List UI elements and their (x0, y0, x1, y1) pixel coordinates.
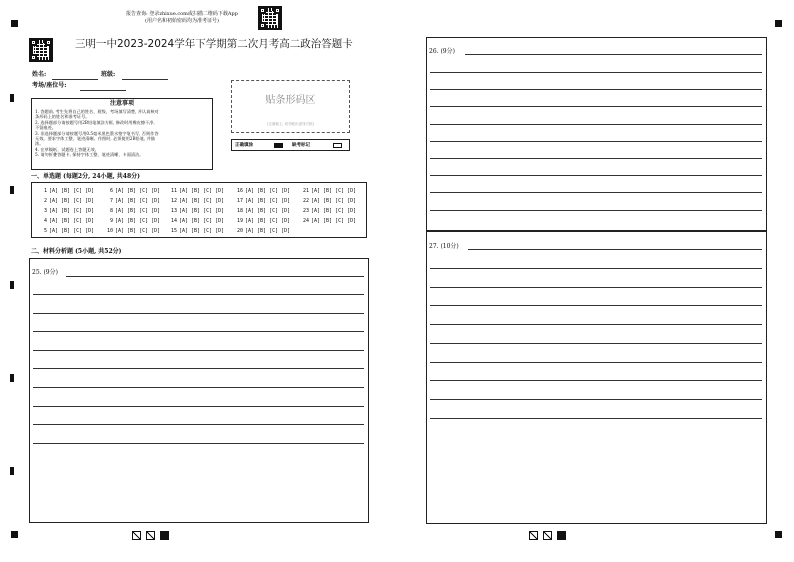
mc-options[interactable]: [A] [B] [C] [D] (49, 218, 95, 224)
mc-question-number: 11 (170, 188, 177, 194)
q27-answer-box[interactable] (426, 231, 767, 524)
correct-fill-sample (274, 143, 283, 148)
mc-question-number: 13 (170, 208, 177, 214)
mc-question-13[interactable] (168, 208, 224, 214)
q26-label: 26. (9分) (429, 48, 455, 55)
mc-question-22[interactable] (300, 198, 356, 204)
mc-question-7[interactable] (104, 198, 160, 204)
mc-question-3[interactable] (38, 208, 94, 214)
mc-question-8[interactable] (104, 208, 160, 214)
mc-question-number: 24 (302, 218, 309, 224)
mc-question-20[interactable] (234, 228, 290, 234)
single-choice-grid (31, 182, 367, 238)
correct-fill-label: 正确填涂 (235, 143, 253, 148)
mc-question-4[interactable] (38, 218, 94, 224)
notice-list (35, 109, 159, 158)
answer-line (430, 192, 762, 193)
answer-line (33, 424, 364, 425)
mc-question-number: 5 (43, 228, 47, 234)
answer-line (33, 368, 364, 369)
mc-question-16[interactable] (234, 188, 290, 194)
mc-question-number: 7 (109, 198, 113, 204)
answer-line (33, 406, 364, 407)
missing-exam-checkbox[interactable] (333, 143, 342, 148)
missing-exam-label: 缺考标记 (292, 143, 310, 148)
notice-item: 2. 选择题部分请按题号用2B铅笔填涂方框, 修改时用橡皮擦干净, 不留痕迹。 (35, 119, 155, 131)
section2-title: 二、材料分析题 (5小题, 共52分) (31, 248, 122, 255)
answer-line (430, 158, 762, 159)
mc-options[interactable]: [A] [B] [C] [D] (245, 188, 291, 194)
answer-line (430, 106, 762, 107)
notice-heading: 注意事项 (109, 100, 134, 107)
notice-item: 4. 在草稿纸、试题卷上答题无效。 (35, 146, 99, 152)
notice-box (31, 98, 213, 170)
mc-question-number: 18 (236, 208, 243, 214)
q25-answer-box[interactable] (29, 258, 369, 523)
mc-question-number: 21 (302, 188, 309, 194)
mc-options[interactable]: [A] [B] [C] [D] (179, 228, 225, 234)
mc-options[interactable]: [A] [B] [C] [D] (311, 198, 357, 204)
answer-line (430, 141, 762, 142)
timing-slash-mark (132, 531, 141, 540)
name-field[interactable] (52, 79, 98, 80)
answer-line (430, 324, 762, 325)
mc-question-number: 19 (236, 218, 243, 224)
mc-question-1[interactable] (38, 188, 94, 194)
notice-item: 5. 请勿折叠答题卡, 保持字体工整、笔迹清晰、卡面清洁。 (35, 152, 144, 158)
side-mark (10, 467, 14, 475)
mc-options[interactable]: [A] [B] [C] [D] (245, 218, 291, 224)
mc-question-6[interactable] (104, 188, 160, 194)
answer-line (430, 124, 762, 125)
barcode-hint: (正面朝上, 切勿贴出虚线方框) (267, 122, 314, 126)
mc-question-11[interactable] (168, 188, 224, 194)
fill-example (231, 139, 350, 151)
download-qr-code (258, 6, 282, 30)
mc-options[interactable]: [A] [B] [C] [D] (49, 228, 95, 234)
answer-line (33, 294, 364, 295)
mc-options[interactable]: [A] [B] [C] [D] (179, 218, 225, 224)
room-seat-field[interactable] (80, 90, 126, 91)
mc-options[interactable]: [A] [B] [C] [D] (115, 198, 161, 204)
answer-line (465, 54, 762, 55)
side-mark (10, 374, 14, 382)
mc-options[interactable]: [A] [B] [C] [D] (115, 208, 161, 214)
mc-question-number: 14 (170, 218, 177, 224)
answer-line (430, 287, 762, 288)
answer-line (33, 313, 364, 314)
mc-question-number: 20 (236, 228, 243, 234)
mc-question-number: 2 (43, 198, 47, 204)
mc-question-number: 17 (236, 198, 243, 204)
mc-question-19[interactable] (234, 218, 290, 224)
mc-options[interactable]: [A] [B] [C] [D] (179, 198, 225, 204)
mc-question-10[interactable] (104, 228, 160, 234)
answer-line (468, 249, 762, 250)
mc-question-number: 23 (302, 208, 309, 214)
mc-question-number: 6 (109, 188, 113, 194)
answer-line (430, 380, 762, 381)
mc-options[interactable]: [A] [B] [C] [D] (115, 228, 161, 234)
mc-options[interactable]: [A] [B] [C] [D] (49, 188, 95, 194)
mc-question-number: 15 (170, 228, 177, 234)
class-field[interactable] (122, 79, 168, 80)
page-title: 三明一中2023-2024学年下学期第二次月考高二政治答题卡 (75, 38, 353, 50)
q25-label: 25. (9分) (32, 269, 58, 276)
mc-options[interactable]: [A] [B] [C] [D] (245, 198, 291, 204)
mc-options[interactable]: [A] [B] [C] [D] (179, 208, 225, 214)
mc-question-number: 12 (170, 198, 177, 204)
mc-options[interactable]: [A] [B] [C] [D] (115, 218, 161, 224)
barcode-label: 贴条形码区 (265, 95, 316, 106)
side-mark (10, 186, 14, 194)
side-mark (10, 94, 14, 102)
student-qr-code (29, 38, 53, 62)
mc-question-number: 1 (43, 188, 47, 194)
room-seat-label: 考场/座位号: (32, 82, 67, 89)
mc-options[interactable]: [A] [B] [C] [D] (49, 208, 95, 214)
timing-solid-mark (160, 531, 169, 540)
mc-options[interactable]: [A] [B] [C] [D] (179, 188, 225, 194)
mc-question-5[interactable] (38, 228, 94, 234)
section1-title: 一、单选题 (每题2分, 24小题, 共48分) (31, 173, 140, 180)
timing-slash-mark (529, 531, 538, 540)
mc-question-number: 4 (43, 218, 47, 224)
answer-line (430, 210, 762, 211)
answer-line (430, 399, 762, 400)
answer-line (430, 343, 762, 344)
mc-question-number: 10 (106, 228, 113, 234)
answer-line (430, 175, 762, 176)
mc-options[interactable]: [A] [B] [C] [D] (311, 218, 357, 224)
answer-line (33, 331, 364, 332)
mc-question-24[interactable] (300, 218, 356, 224)
answer-line (430, 418, 762, 419)
corner-mark-top-left (11, 20, 18, 27)
mc-question-12[interactable] (168, 198, 224, 204)
answer-line (430, 362, 762, 363)
report-query-notice: 报告查询: 登录zhixue.com或扫描二维码下载App (126, 11, 238, 17)
mc-question-number: 9 (109, 218, 113, 224)
mc-question-number: 22 (302, 198, 309, 204)
mc-question-9[interactable] (104, 218, 160, 224)
mc-options[interactable]: [A] [B] [C] [D] (115, 188, 161, 194)
answer-line (430, 305, 762, 306)
answer-line (430, 72, 762, 73)
mc-question-18[interactable] (234, 208, 290, 214)
answer-line (33, 350, 364, 351)
mc-options[interactable]: [A] [B] [C] [D] (245, 208, 291, 214)
mc-question-23[interactable] (300, 208, 356, 214)
mc-question-number: 3 (43, 208, 47, 214)
barcode-area (231, 80, 350, 133)
notice-item: 3. 非选择题部分请按题号用0.5毫米黑色墨水签字笔书写, 否则作答无效。要求字体工整、笔迹清晰。作图时, 必须使用2B铅笔, 并描浓。 (35, 130, 159, 147)
class-label: 班级: (101, 71, 116, 78)
mc-options[interactable]: [A] [B] [C] [D] (245, 228, 291, 234)
mc-options[interactable]: [A] [B] [C] [D] (311, 208, 357, 214)
mc-question-2[interactable] (38, 198, 94, 204)
mc-question-number: 16 (236, 188, 243, 194)
timing-solid-mark (557, 531, 566, 540)
mc-options[interactable]: [A] [B] [C] [D] (49, 198, 95, 204)
mc-question-14[interactable] (168, 218, 224, 224)
q26-answer-box[interactable] (426, 37, 767, 231)
mc-question-15[interactable] (168, 228, 224, 234)
answer-line (430, 89, 762, 90)
answer-line (66, 276, 364, 277)
answer-line (430, 268, 762, 269)
corner-mark-bottom-right (775, 531, 782, 538)
corner-mark-bottom-left (11, 531, 18, 538)
corner-mark-top-right (775, 20, 782, 27)
mc-question-number: 8 (109, 208, 113, 214)
answer-line (33, 387, 364, 388)
timing-slash-mark (543, 531, 552, 540)
mc-question-21[interactable] (300, 188, 356, 194)
notice-item: 1. 答题前, 考生先将自己的姓名、班级、考场填写清楚, 并认真核对条形码上的姓名和准考证号。 (35, 109, 159, 120)
mc-question-17[interactable] (234, 198, 290, 204)
q27-label: 27. (10分) (429, 243, 459, 250)
timing-slash-mark (146, 531, 155, 540)
report-query-subnotice: (用户名和初始密码均为准考证号) (145, 18, 219, 24)
side-mark (10, 281, 14, 289)
answer-line (33, 443, 364, 444)
name-label: 姓名: (32, 71, 47, 78)
mc-options[interactable]: [A] [B] [C] [D] (311, 188, 357, 194)
